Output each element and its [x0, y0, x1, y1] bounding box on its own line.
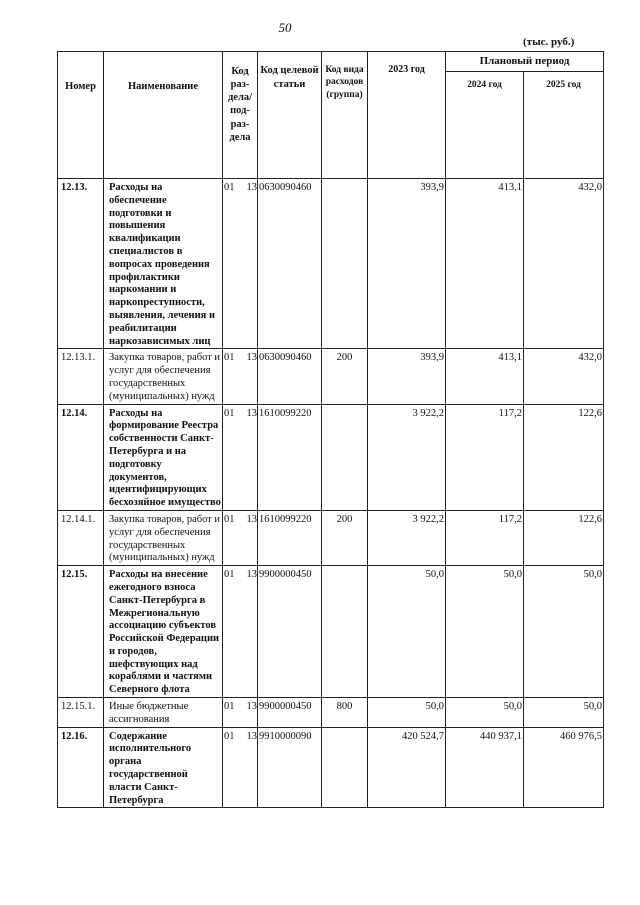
row-name: Закупка товаров, работ и услуг для обеспечения государственных (муниципальных) нужд	[104, 510, 223, 565]
row-value-2025: 50,0	[524, 698, 604, 728]
row-value-2024: 50,0	[446, 698, 524, 728]
row-podrazdel-code: 13	[246, 352, 257, 364]
row-value-2024: 413,1	[446, 179, 524, 349]
row-value-2025: 432,0	[524, 349, 604, 404]
row-name: Расходы на внесение ежегодного взноса Санкт-Петербурга в Межрегиональную ассоциацию субъектов Российской Федерации и городов, шефствующих над кораблями и частями Северного флота	[104, 566, 223, 698]
row-name: Иные бюджетные ассигнования	[104, 698, 223, 728]
row-razdel	[223, 566, 258, 698]
units-label: (тыс. руб.)	[523, 36, 575, 48]
row-value-2023: 393,9	[368, 179, 446, 349]
row-number: 12.13.1.	[58, 349, 104, 404]
row-number: 12.14.	[58, 404, 104, 510]
table-row	[58, 727, 604, 808]
row-podrazdel-code: 13	[246, 513, 257, 525]
row-podrazdel-code: 13	[246, 569, 257, 581]
row-vid-code: 200	[322, 510, 368, 565]
row-razdel	[223, 404, 258, 510]
row-target-code: 1610099220	[258, 404, 322, 510]
row-target-code: 9900000450	[258, 698, 322, 728]
row-value-2023: 420 524,7	[368, 727, 446, 808]
row-target-code: 0630090460	[258, 349, 322, 404]
row-vid-code	[322, 566, 368, 698]
row-number: 12.16.	[58, 727, 104, 808]
row-value-2024: 117,2	[446, 510, 524, 565]
row-podrazdel-code: 13	[246, 182, 257, 193]
table-row	[58, 566, 604, 698]
row-vid-code	[322, 727, 368, 808]
row-name: Содержание исполнительного органа государственной власти Санкт-Петербурга	[104, 727, 223, 808]
row-razdel	[223, 698, 258, 728]
row-target-code: 9910000090	[258, 727, 322, 808]
row-value-2025: 460 976,5	[524, 727, 604, 808]
row-number: 12.15.1.	[58, 698, 104, 728]
row-razdel-code: 01	[224, 182, 235, 193]
row-value-2023: 393,9	[368, 349, 446, 404]
row-name: Расходы на обеспечение подготовки и повышения квалификации специалистов в вопросах проведения профилактики наркомании и наркопреступности, выявления, лечения и реабилитации наркозависимых лиц	[104, 179, 223, 349]
row-value-2025: 432,0	[524, 179, 604, 349]
header-number: Номер	[58, 52, 104, 179]
table-row	[58, 510, 604, 565]
row-number: 12.13.	[58, 179, 104, 349]
header-2025: 2025 год	[524, 72, 604, 179]
row-value-2024: 413,1	[446, 349, 524, 404]
header-target: Код целевой статьи	[258, 52, 322, 179]
row-name: Закупка товаров, работ и услуг для обеспечения государственных (муниципальных) нужд	[104, 349, 223, 404]
header-planned: Плановый период	[446, 52, 604, 72]
page-number: 50	[278, 20, 292, 35]
row-number: 12.14.1.	[58, 510, 104, 565]
row-value-2025: 122,6	[524, 404, 604, 510]
row-razdel	[223, 179, 258, 349]
table-row	[58, 349, 604, 404]
row-target-code: 1610099220	[258, 510, 322, 565]
row-value-2025: 122,6	[524, 510, 604, 565]
header-name: Наименование	[104, 52, 223, 179]
row-value-2025: 50,0	[524, 566, 604, 698]
table-body	[58, 179, 604, 808]
row-vid-code: 200	[322, 349, 368, 404]
budget-table	[57, 51, 604, 808]
row-value-2024: 117,2	[446, 404, 524, 510]
row-razdel-code: 01	[224, 352, 235, 364]
row-razdel	[223, 510, 258, 565]
header-2024: 2024 год	[446, 72, 524, 179]
header-vid: Код вида расходов (группа)	[322, 52, 368, 179]
row-razdel-code: 01	[224, 730, 235, 742]
row-razdel-code: 01	[224, 569, 235, 581]
row-vid-code	[322, 179, 368, 349]
row-value-2023: 50,0	[368, 698, 446, 728]
header-2023: 2023 год	[368, 52, 446, 179]
table-row	[58, 404, 604, 510]
row-value-2023: 3 922,2	[368, 510, 446, 565]
row-number: 12.15.	[58, 566, 104, 698]
row-razdel-code: 01	[224, 407, 235, 419]
row-name: Расходы на формирование Реестра собственности Санкт-Петербурга и на подготовку документов, идентифицирующих бесхозяйное имущество	[104, 404, 223, 510]
row-value-2024: 50,0	[446, 566, 524, 698]
header-razdel: Код раз-дела/ под-раз-дела	[223, 52, 258, 179]
row-value-2023: 50,0	[368, 566, 446, 698]
row-razdel	[223, 349, 258, 404]
row-podrazdel-code: 13	[246, 701, 257, 713]
table-row	[58, 179, 604, 349]
row-vid-code: 800	[322, 698, 368, 728]
row-value-2023: 3 922,2	[368, 404, 446, 510]
row-target-code: 9900000450	[258, 566, 322, 698]
row-podrazdel-code: 13	[246, 730, 257, 742]
row-value-2024: 440 937,1	[446, 727, 524, 808]
row-razdel-code: 01	[224, 701, 235, 713]
row-vid-code	[322, 404, 368, 510]
row-podrazdel-code: 13	[246, 407, 257, 419]
row-target-code: 0630090460	[258, 179, 322, 349]
row-razdel	[223, 727, 258, 808]
table-row	[58, 698, 604, 728]
row-razdel-code: 01	[224, 513, 235, 525]
